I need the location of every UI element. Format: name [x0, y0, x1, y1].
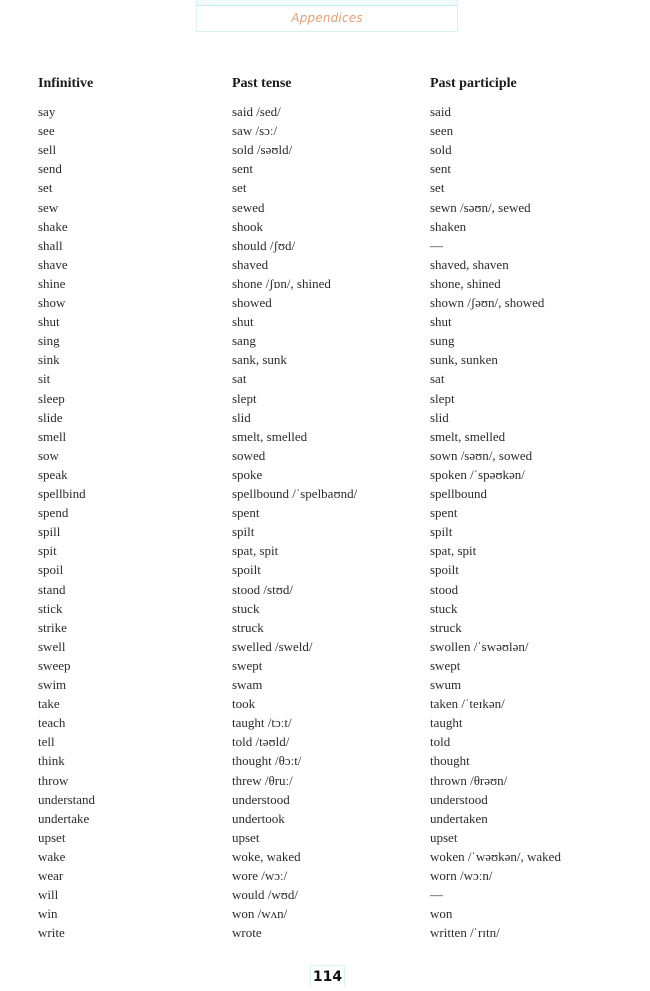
- table-row: [0, 790, 650, 809]
- infinitive-cell: sow: [38, 447, 59, 463]
- infinitive-cell: understand: [38, 791, 96, 807]
- past-participle-cell: spellbound: [430, 486, 488, 501]
- table-row: [0, 178, 650, 197]
- past-tense-cell: slid: [232, 409, 251, 425]
- infinitive-cell: shut: [38, 314, 60, 330]
- infinitive-cell: sing: [38, 333, 60, 349]
- table-row: [0, 694, 650, 713]
- past-tense-cell: swelled /sweld/: [232, 638, 313, 654]
- past-tense-cell: thought /θɔːt/: [232, 753, 302, 769]
- infinitive-cell: undertake: [38, 810, 90, 826]
- past-tense-cell: sold /səʊld/: [232, 142, 293, 158]
- infinitive-cell: swell: [38, 638, 66, 654]
- past-participle-cell: spoken /ˈspəʊkən/: [430, 466, 525, 482]
- past-tense-cell: upset: [232, 829, 260, 845]
- table-row: [0, 331, 650, 350]
- infinitive-cell: take: [38, 696, 60, 712]
- page-number: 114: [310, 965, 345, 987]
- table-row: [0, 293, 650, 312]
- past-participle-cell: understood: [430, 791, 488, 807]
- past-participle-cell: won: [430, 906, 453, 922]
- past-tense-cell: shook: [232, 218, 264, 234]
- infinitive-cell: think: [38, 753, 65, 769]
- infinitive-cell: will: [38, 887, 59, 903]
- table-row: [0, 140, 650, 159]
- past-participle-cell: sent: [430, 161, 451, 177]
- infinitive-cell: say: [38, 104, 56, 119]
- table-row: [0, 274, 650, 293]
- past-participle-cell: upset: [430, 829, 458, 845]
- table-row: [0, 369, 650, 388]
- past-tense-cell: showed: [232, 295, 272, 310]
- infinitive-cell: sit: [38, 371, 51, 387]
- past-participle-cell: slid: [430, 409, 449, 425]
- infinitive-cell: stick: [38, 600, 63, 616]
- past-participle-cell: said: [430, 104, 451, 119]
- table-row: [0, 675, 650, 694]
- past-participle-cell: spent: [430, 505, 458, 521]
- infinitive-cell: see: [38, 123, 55, 139]
- infinitive-cell: teach: [38, 715, 66, 731]
- infinitive-cell: wear: [38, 868, 64, 883]
- table-row: [0, 713, 650, 732]
- past-participle-cell: seen: [430, 123, 454, 139]
- past-tense-cell: spoilt: [232, 562, 261, 578]
- past-tense-cell: took: [232, 696, 256, 712]
- table-row: [0, 637, 650, 656]
- past-tense-cell: should /ʃʊd/: [232, 237, 296, 253]
- table-row: [0, 771, 650, 790]
- table-row: [0, 236, 650, 255]
- table-row: [0, 560, 650, 579]
- past-participle-cell: —: [430, 237, 443, 253]
- table-row: [0, 866, 650, 885]
- past-tense-cell: shut: [232, 314, 254, 330]
- past-tense-cell: spilt: [232, 524, 255, 540]
- table-row: [0, 446, 650, 465]
- past-participle-cell: set: [430, 180, 445, 196]
- past-participle-cell: woken /ˈwəʊkən/, waked: [430, 848, 561, 864]
- past-participle-cell: swum: [430, 677, 462, 692]
- past-participle-cell: sold: [430, 142, 452, 158]
- past-participle-cell: sunk, sunken: [430, 352, 498, 368]
- infinitive-cell: write: [38, 925, 65, 941]
- infinitive-cell: spend: [38, 505, 69, 521]
- past-participle-cell: sat: [430, 371, 445, 387]
- infinitive-cell: swim: [38, 677, 67, 692]
- past-participle-cell: worn /wɔːn/: [430, 868, 493, 883]
- past-participle-cell: shaved, shaven: [430, 256, 509, 272]
- table-row: [0, 255, 650, 274]
- past-tense-cell: shaved: [232, 256, 269, 272]
- past-participle-cell: thought: [430, 753, 470, 769]
- infinitive-cell: sleep: [38, 390, 65, 406]
- past-tense-cell: sewed: [232, 199, 265, 215]
- table-row: [0, 427, 650, 446]
- table-row: [0, 465, 650, 484]
- table-row: [0, 217, 650, 236]
- past-tense-cell: threw /θruː/: [232, 772, 293, 788]
- past-tense-cell: told /təʊld/: [232, 734, 290, 750]
- column-header-infinitive: Infinitive: [38, 76, 94, 91]
- past-participle-cell: written /ˈrɪtn/: [430, 925, 500, 941]
- running-header: [196, 0, 458, 32]
- past-participle-cell: sown /səʊn/, sowed: [430, 447, 533, 463]
- past-participle-cell: slept: [430, 390, 455, 406]
- infinitive-cell: spellbind: [38, 486, 86, 501]
- past-participle-cell: stood: [430, 581, 459, 597]
- past-tense-cell: saw /sɔː/: [232, 123, 278, 139]
- past-participle-cell: sewn /səʊn/, sewed: [430, 199, 531, 215]
- past-tense-cell: spoke: [232, 466, 263, 482]
- table-row: [0, 484, 650, 503]
- past-tense-cell: taught /tɔːt/: [232, 715, 292, 731]
- past-participle-cell: taught: [430, 715, 463, 731]
- infinitive-cell: slide: [38, 409, 63, 425]
- past-tense-cell: shone /ʃɒn/, shined: [232, 275, 331, 291]
- section-title: Appendices: [291, 11, 363, 25]
- past-participle-cell: struck: [430, 619, 462, 635]
- infinitive-cell: shall: [38, 237, 63, 253]
- table-row: [0, 809, 650, 828]
- table-row: [0, 599, 650, 618]
- infinitive-cell: set: [38, 180, 53, 196]
- infinitive-cell: sweep: [38, 657, 71, 673]
- infinitive-cell: stand: [38, 581, 66, 597]
- infinitive-cell: shave: [38, 256, 68, 272]
- infinitive-cell: upset: [38, 829, 66, 845]
- past-participle-cell: undertaken: [430, 810, 488, 826]
- past-participle-cell: smelt, smelled: [430, 428, 506, 444]
- infinitive-cell: tell: [38, 734, 55, 750]
- past-participle-cell: spilt: [430, 524, 453, 540]
- infinitive-cell: sew: [38, 199, 59, 215]
- table-row: [0, 198, 650, 217]
- past-tense-cell: understood: [232, 791, 290, 807]
- infinitive-cell: spit: [38, 543, 57, 559]
- past-tense-cell: wore /wɔː/: [232, 868, 288, 883]
- table-row: [0, 102, 650, 121]
- past-tense-cell: spat, spit: [232, 543, 279, 559]
- past-participle-cell: shut: [430, 314, 452, 330]
- past-tense-cell: swept: [232, 657, 263, 673]
- past-participle-cell: sung: [430, 333, 455, 349]
- past-tense-cell: spellbound /ˈspelbaʊnd/: [232, 486, 358, 501]
- past-participle-cell: —: [430, 887, 443, 903]
- table-row: [0, 847, 650, 866]
- table-row: [0, 904, 650, 923]
- past-participle-cell: shone, shined: [430, 275, 501, 291]
- past-participle-cell: thrown /θrəʊn/: [430, 772, 508, 788]
- past-tense-cell: stuck: [232, 600, 260, 616]
- table-row: [0, 618, 650, 637]
- infinitive-cell: spill: [38, 524, 61, 540]
- column-header-past-participle: Past participle: [430, 76, 517, 91]
- past-tense-cell: swam: [232, 677, 263, 692]
- table-row: [0, 159, 650, 178]
- table-row: [0, 751, 650, 770]
- table-row: [0, 828, 650, 847]
- table-row: [0, 408, 650, 427]
- past-tense-cell: set: [232, 180, 247, 196]
- column-header-past-tense: Past tense: [232, 76, 292, 91]
- past-tense-cell: won /wʌn/: [232, 906, 288, 922]
- infinitive-cell: spoil: [38, 562, 64, 578]
- past-participle-cell: swollen /ˈswəʊlən/: [430, 638, 529, 654]
- infinitive-cell: show: [38, 295, 66, 310]
- table-row: [0, 312, 650, 331]
- header-decoration: [197, 0, 457, 6]
- infinitive-cell: win: [38, 906, 58, 922]
- infinitive-cell: smell: [38, 428, 67, 444]
- past-participle-cell: spoilt: [430, 562, 459, 578]
- infinitive-cell: send: [38, 161, 62, 177]
- infinitive-cell: wake: [38, 848, 66, 864]
- infinitive-cell: throw: [38, 772, 69, 788]
- past-participle-cell: stuck: [430, 600, 458, 616]
- past-tense-cell: sat: [232, 371, 247, 387]
- infinitive-cell: shake: [38, 218, 68, 234]
- past-participle-cell: taken /ˈteɪkən/: [430, 696, 505, 712]
- infinitive-cell: sell: [38, 142, 57, 158]
- past-tense-cell: woke, waked: [232, 848, 301, 864]
- infinitive-cell: speak: [38, 466, 68, 482]
- infinitive-cell: sink: [38, 352, 60, 368]
- past-tense-cell: sent: [232, 161, 253, 177]
- table-row: [0, 522, 650, 541]
- past-tense-cell: spent: [232, 505, 260, 521]
- infinitive-cell: shine: [38, 275, 66, 291]
- table-row: [0, 732, 650, 751]
- past-tense-cell: undertook: [232, 810, 285, 826]
- past-participle-cell: shaken: [430, 218, 467, 234]
- past-tense-cell: would /wʊd/: [232, 887, 298, 903]
- past-participle-cell: shown /ʃəʊn/, showed: [430, 295, 545, 310]
- past-participle-cell: spat, spit: [430, 543, 477, 559]
- past-tense-cell: smelt, smelled: [232, 428, 308, 444]
- table-row: [0, 541, 650, 560]
- infinitive-cell: strike: [38, 619, 67, 635]
- past-tense-cell: struck: [232, 619, 264, 635]
- past-participle-cell: told: [430, 734, 451, 750]
- table-row: [0, 121, 650, 140]
- past-tense-cell: sang: [232, 333, 256, 349]
- table-row: [0, 503, 650, 522]
- past-tense-cell: sank, sunk: [232, 352, 287, 368]
- table-row: [0, 580, 650, 599]
- past-participle-cell: swept: [430, 657, 461, 673]
- past-tense-cell: wrote: [232, 925, 262, 941]
- table-row: [0, 923, 650, 942]
- table-row: [0, 885, 650, 904]
- table-row: [0, 656, 650, 675]
- table-row: [0, 389, 650, 408]
- past-tense-cell: said /sed/: [232, 104, 281, 119]
- past-tense-cell: sowed: [232, 447, 266, 463]
- past-tense-cell: slept: [232, 390, 257, 406]
- table-row: [0, 350, 650, 369]
- past-tense-cell: stood /stʊd/: [232, 581, 293, 597]
